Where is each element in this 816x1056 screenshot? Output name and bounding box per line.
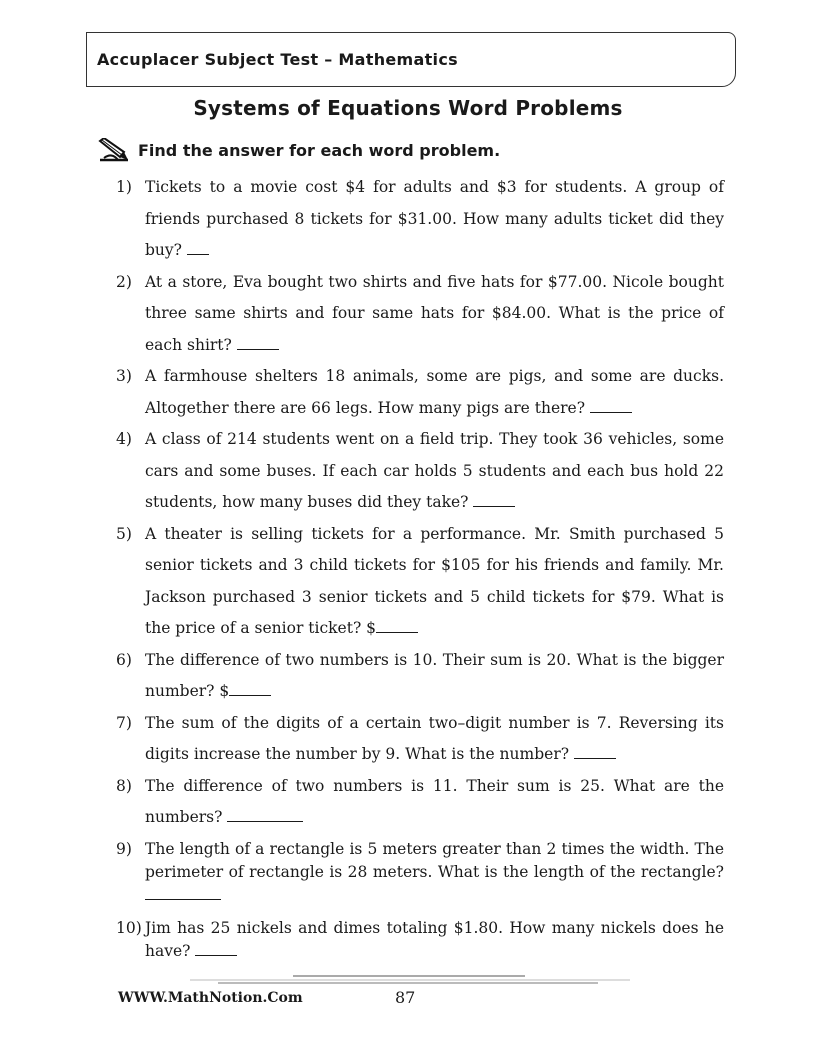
page-number: 87 [395, 988, 416, 1007]
footer-url: WWW.MathNotion.Com [118, 990, 303, 1006]
problem-text: Tickets to a movie cost $4 for adults and $3 for students. A group of friends purchased 8 tickets for $31.00. How many adults ticket did they buy? [145, 178, 724, 259]
answer-blank[interactable] [229, 681, 271, 696]
problem-item [116, 361, 724, 424]
problem-number: 6) [116, 650, 132, 669]
problem-text: The difference of two numbers is 10. Their sum is 20. What is the bigger number? $ [145, 650, 724, 700]
problem-text: Jim has 25 nickels and dimes totaling $1.80. How many nickels does he have? [145, 918, 724, 960]
problem-number: 7) [116, 713, 132, 732]
answer-blank[interactable] [227, 807, 303, 822]
problem-text: The length of a rectangle is 5 meters greater than 2 times the width. The perimeter of rectangle is 28 meters. What is the length of the rectangle? [145, 839, 724, 881]
problem-text: A theater is selling tickets for a performance. Mr. Smith purchased 5 senior tickets and 3 child tickets for $105 for his friends and family. Mr. Jackson purchased 3 senior tickets and 5 child tickets for $79. What is the price of a senior ticket? $ [145, 524, 724, 637]
problem-item [116, 172, 724, 267]
problem-number: 9) [116, 839, 132, 858]
answer-blank[interactable] [187, 240, 209, 255]
problem-number: 4) [116, 430, 132, 448]
problem-item [116, 645, 724, 708]
answer-blank[interactable] [473, 492, 515, 507]
answer-blank[interactable] [237, 335, 279, 350]
problem-number: 10) [116, 918, 142, 937]
problem-item [116, 834, 724, 907]
problem-item [116, 267, 724, 362]
header-title: Accuplacer Subject Test – Mathematics [97, 50, 458, 69]
answer-blank[interactable] [574, 744, 616, 759]
problem-number: 8) [116, 776, 132, 795]
problem-text: At a store, Eva bought two shirts and five hats for $77.00. Nicole bought three same shirts and four same hats for $84.00. What is the price of each shirt? [145, 272, 724, 354]
problem-text: A farmhouse shelters 18 animals, some are pigs, and some are ducks. Altogether there are 66 legs. How many pigs are there? [145, 367, 724, 417]
problem-number: 1) [116, 178, 132, 196]
problem-number: 2) [116, 272, 132, 291]
problem-number: 5) [116, 524, 132, 543]
pencil-icon [98, 138, 130, 162]
problem-item [116, 771, 724, 834]
answer-blank[interactable] [376, 618, 418, 633]
header-box [86, 32, 736, 87]
page-title: Systems of Equations Word Problems [193, 96, 623, 120]
problem-item [116, 424, 724, 519]
instruction [98, 138, 500, 162]
problem-text: The sum of the digits of a certain two–digit number is 7. Reversing its digits increase the number by 9. What is the number? [145, 713, 724, 763]
problem-item [116, 913, 724, 963]
answer-blank[interactable] [195, 941, 237, 956]
answer-blank[interactable] [145, 885, 221, 900]
problem-item [116, 708, 724, 771]
problem-list [116, 172, 724, 969]
answer-blank[interactable] [590, 398, 632, 413]
problem-text: A class of 214 students went on a field trip. They took 36 vehicles, some cars and some buses. If each car holds 5 students and each bus hold 22 students, how many buses did they take? [145, 430, 724, 511]
instruction-text: Find the answer for each word problem. [138, 140, 501, 160]
problem-item [116, 519, 724, 645]
problem-text: The difference of two numbers is 11. Their sum is 25. What are the numbers? [145, 776, 724, 826]
problem-number: 3) [116, 367, 132, 385]
